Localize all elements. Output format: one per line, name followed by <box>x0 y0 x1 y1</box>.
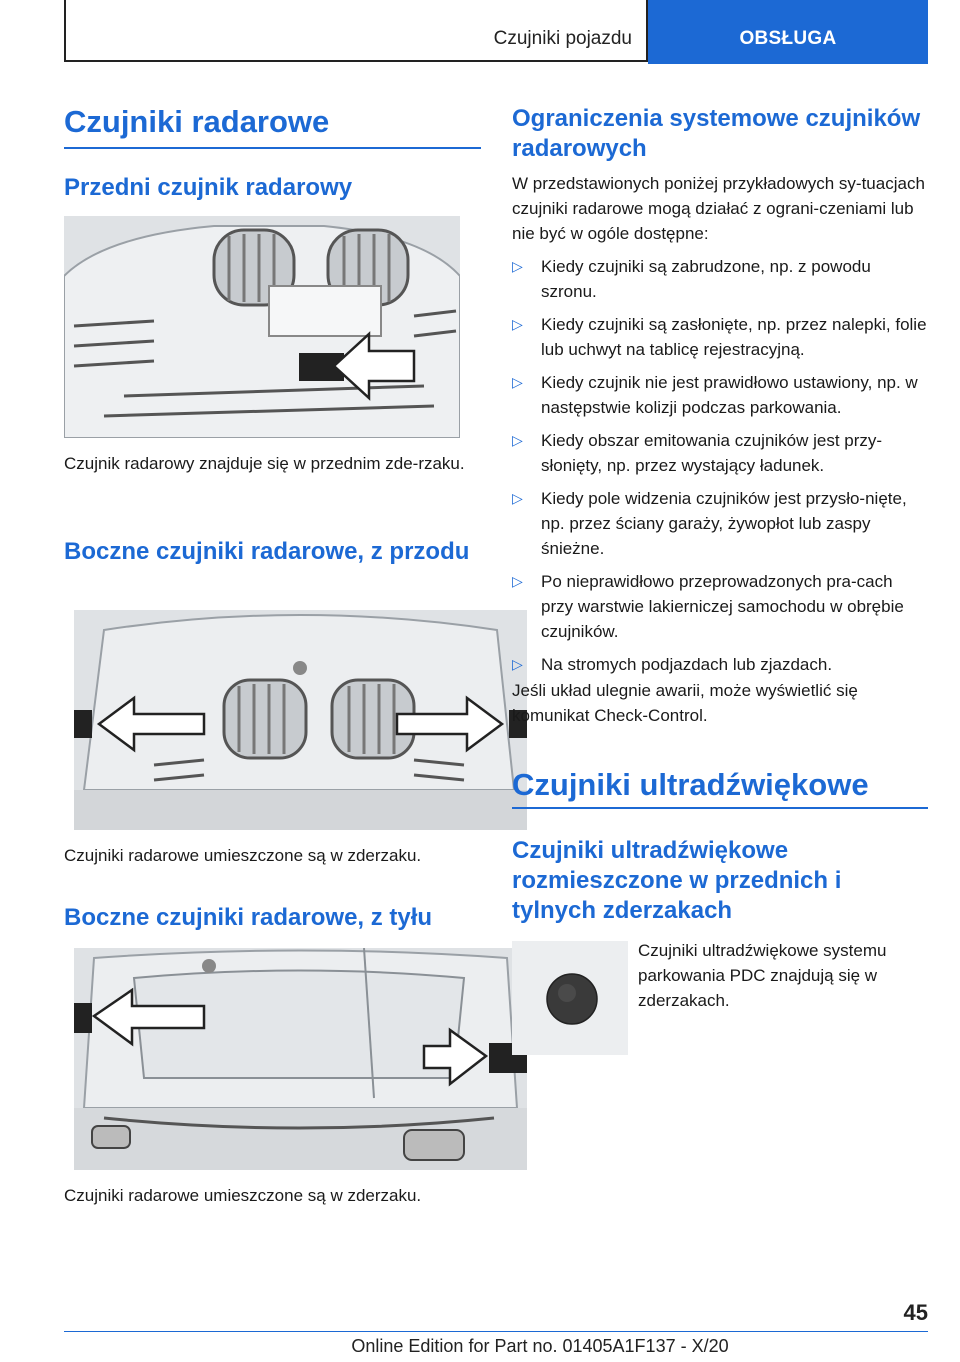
triangle-bullet-icon: ▷ <box>512 432 523 448</box>
triangle-bullet-icon: ▷ <box>512 316 523 332</box>
front-radar-heading: Przedni czujnik radarowy <box>64 174 353 201</box>
section-tab <box>64 0 648 62</box>
triangle-bullet-icon: ▷ <box>512 374 523 390</box>
ultrasonic-title: Czujniki ultradźwiękowe <box>512 767 869 802</box>
side-front-radar-heading: Boczne czujniki radarowe, z przodu <box>64 538 470 565</box>
limits-heading: Ograniczenia systemowe czujników radarowych <box>512 105 921 162</box>
side-rear-radar-text: Czujniki radarowe umieszczone są w zderzaku. <box>64 1186 422 1205</box>
limits-list-item: ▷ Kiedy obszar emitowania czujników jest przy-słonięty, np. przez wystający ładunek. <box>512 428 928 478</box>
page-header <box>64 0 928 64</box>
radar-title-rule <box>64 147 481 149</box>
triangle-bullet-icon: ▷ <box>512 573 523 589</box>
ultrasonic-text: Czujniki ultradźwiękowe systemu parkowania PDC znajdują się w zderzakach. <box>638 941 887 1010</box>
triangle-bullet-icon: ▷ <box>512 490 523 506</box>
limits-list-item: ▷ Kiedy czujnik nie jest prawidłowo ustawiony, np. w następstwie kolizji podczas parkowania. <box>512 370 928 420</box>
side-front-radar-image <box>74 610 527 830</box>
limits-list <box>512 254 928 685</box>
limits-list-item: ▷ Kiedy czujniki są zasłonięte, np. przez nalepki, folie lub uchwyt na tablicę rejestracyjną. <box>512 312 928 362</box>
front-radar-image <box>64 216 460 438</box>
limits-list-item: ▷ Na stromych podjazdach lub zjazdach. <box>512 652 928 677</box>
chapter-title: OBSŁUGA <box>739 28 837 49</box>
side-front-radar-text: Czujniki radarowe umieszczone są w zderzaku. <box>64 846 422 865</box>
limits-intro: W przedstawionych poniżej przykładowych sy-tuacjach czujniki radarowe mogą działać z ograni-czeniami lub nie być w ogóle dostępne: <box>512 174 925 243</box>
limits-list-item: ▷ Kiedy czujniki są zabrudzone, np. z powodu szronu. <box>512 254 928 304</box>
section-title: Czujniki pojazdu <box>493 28 632 49</box>
chapter-tab <box>648 0 928 64</box>
triangle-bullet-icon: ▷ <box>512 656 523 672</box>
limits-outro: Jeśli układ ulegnie awarii, może wyświetlić się komunikat Check-Control. <box>512 681 858 725</box>
footer-rule <box>64 1331 928 1332</box>
limits-list-item: ▷ Po nieprawidłowo przeprowadzonych pra-cach przy warstwie lakierniczej samochodu w obrębie czujników. <box>512 569 928 644</box>
triangle-bullet-icon: ▷ <box>512 258 523 274</box>
front-radar-text: Czujnik radarowy znajduje się w przednim zde-rzaku. <box>64 454 465 473</box>
limits-list-item: ▷ Kiedy pole widzenia czujników jest przysło-nięte, np. przez ściany garaży, żywopłot lub zaspy śnieżne. <box>512 486 928 561</box>
side-rear-radar-image <box>74 948 527 1170</box>
page-number: 45 <box>903 1300 928 1325</box>
ultrasonic-title-rule <box>512 807 928 809</box>
radar-title: Czujniki radarowe <box>64 104 330 139</box>
ultrasonic-sensor-image <box>512 941 628 1055</box>
side-rear-radar-heading: Boczne czujniki radarowe, z tyłu <box>64 904 433 931</box>
ultrasonic-heading: Czujniki ultradźwiękowe rozmieszczone w przednich i tylnych zderzakach <box>512 837 842 924</box>
edition-note: Online Edition for Part no. 01405A1F137 - X/20 <box>351 1336 729 1356</box>
